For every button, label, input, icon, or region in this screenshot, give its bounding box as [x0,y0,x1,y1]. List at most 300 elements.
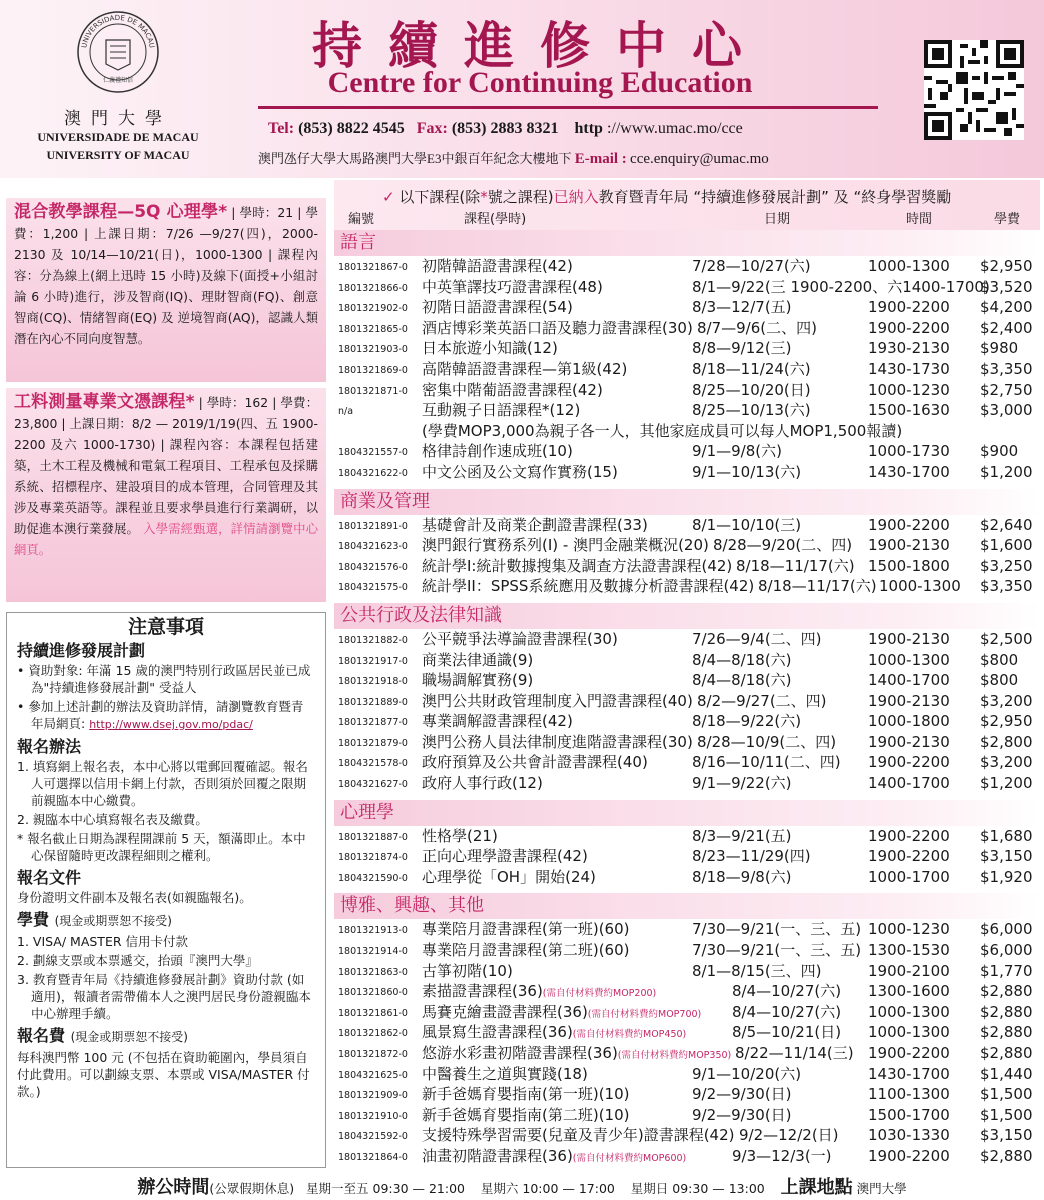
course-fee: $2,950 [980,712,1033,731]
course-fee: $2,640 [980,515,1033,534]
col-header-time: 時間 [906,212,933,227]
course-date: 8/18—9/22(六) [692,712,802,731]
fax-label: Fax: [416,120,448,137]
university-name-portuguese: UNIVERSIDADE DE MACAU [37,130,199,144]
course-time: 1900-2200 [868,515,950,534]
course-time: 1000-1300 [868,257,950,275]
course-date: 7/30—9/21(一、三、五) [692,920,862,939]
office-hours-label: 辦公時間 [137,1177,210,1198]
course-title-with-note [422,1146,686,1170]
course-date: 8/7—9/6(二、四) [697,318,817,337]
course-code: 1801321863-0 [338,966,408,978]
course-time: 1500-1630 [868,401,950,420]
tel-value: (853) 8822 4545 [298,120,405,137]
table-row [334,732,1040,753]
course-title: 素描證書課程(36) [422,982,543,1001]
table-row [334,421,1040,442]
table-row [334,1064,1040,1085]
course-time: 1000-1300 [879,577,961,596]
course-section [334,489,1040,597]
course-date: 8/1—8/15(三、四) [692,961,822,980]
list-item: 3. 教育暨青年局《持續進修發展計劃》資助付款 (如適用)，報讀者需帶備本人之澳門居民身份證親臨本中心辦理手續。 [17,972,311,1021]
left-column [0,180,330,1170]
course-title: 政府人事行政(12) [422,774,543,793]
course-fee: $1,500 [980,1105,1033,1124]
course-time: 1900-2130 [868,536,950,555]
list-item: * 報名截止日期為課程開課前 5 天，額滿即止。本中心保留隨時更改課程細則之權利。 [17,831,306,863]
course-code: 1801321882-0 [338,634,408,646]
course-fee: $1,200 [980,774,1033,793]
course-time: 1900-2130 [868,691,950,710]
course-time: 1500-1700 [868,1105,950,1124]
section-title: 語言 [334,230,1040,256]
course-title: 悠游水彩畫初階證書課程(36) [422,1044,618,1062]
col-header-code: 編號 [348,212,375,227]
table-header [334,180,1040,230]
course-code: 1801321902-0 [338,303,408,315]
list-item: 1. VISA/ MASTER 信用卡付款 [17,934,189,949]
course-code: 1801321887-0 [338,831,408,843]
course-date: 8/28—10/9(二、四) [697,732,837,751]
course-fee: $6,000 [980,920,1033,939]
course-time: 1030-1330 [868,1126,950,1145]
course-time: 1430-1700 [868,462,950,481]
course-fee: $3,350 [980,577,1033,596]
course-fee: $3,520 [980,277,1033,296]
table-row [334,773,1040,794]
course-fee: $1,770 [980,961,1033,980]
course-title: 職場調解實務(9) [422,671,534,690]
course-code: 1801321891-0 [338,520,408,532]
course-title: 格律詩創作速成班(10) [422,442,573,461]
promo-box-psychology [6,198,326,382]
table-row [334,846,1040,867]
course-date: 8/8—9/12(三) [692,339,792,358]
course-code: 1801321869-0 [338,364,408,376]
table-row [334,462,1040,483]
course-code: 1801321909-0 [338,1090,408,1102]
course-fee: $1,200 [980,462,1033,481]
course-fee: $2,500 [980,629,1033,648]
course-fee: $1,600 [980,536,1033,555]
course-code: 1804321623-0 [338,541,408,553]
course-code: 1801321866-0 [338,282,408,294]
course-code: 1801321867-0 [338,262,408,273]
scheme-heading: 持續進修發展計劃 [17,641,146,660]
table-row [334,981,1040,1002]
course-title: 新手爸媽育嬰指南(第一班)(10) [422,1085,630,1104]
table-row [334,919,1040,940]
university-name-chinese: 澳門大學 [64,109,172,129]
weekday-hours: 星期一至五 09:30 — 21:00 [306,1181,465,1196]
course-date: 8/4—8/18(六) [692,671,792,690]
course-time: 1900-2130 [868,732,950,751]
course-date: 8/3—9/21(五) [692,826,792,845]
course-title: 澳門公共財政管理制度入門證書課程(40) [422,691,693,710]
venue-label: 上課地點 [780,1177,853,1198]
course-title: 統計學I:統計數據搜集及調查方法證書課程(42) [422,556,733,575]
course-date: 9/1—10/13(六) [692,462,802,481]
scheme-announcement: ✓ 以下課程(除*號之課程)已納入教育暨青年局 “持續進修發展計劃” 及 “終身學習獎勵 [382,188,952,206]
course-section [334,800,1040,888]
notice-title: 注意事項 [127,616,204,638]
course-time: 1500-1800 [868,556,950,575]
course-title: 中英筆譯技巧證書課程(48) [422,277,603,296]
table-row [334,1146,1040,1167]
course-fee: $980 [980,339,1019,358]
course-code: 1801321860-0 [338,987,408,999]
course-code: 1801321913-0 [338,925,408,937]
table-row [334,256,1040,277]
course-title: 日本旅遊小知識(12) [422,339,558,358]
course-code: 1804321625-0 [338,1069,408,1081]
course-fee: $1,440 [980,1064,1033,1083]
course-date: 8/18—11/24(六) [692,359,811,378]
course-time: 1930-2130 [868,339,950,358]
promo-note: 入學需經甄選，詳情請瀏覽中心網頁。 [14,521,319,557]
course-code: 1804321576-0 [338,561,408,573]
course-time: 1000-1700 [868,867,950,886]
fax-value: (853) 2883 8321 [451,120,559,137]
course-time: 1900-2100 [868,961,950,980]
course-title: 性格學(21) [422,826,498,845]
course-date: 9/1—10/20(六) [692,1064,802,1083]
course-time: 1900-2200 [868,753,950,772]
table-row [334,1084,1040,1105]
course-fee: $2,880 [980,982,1033,1001]
course-fee: $2,880 [980,1146,1033,1165]
promo-title: 工料測量專業文憑課程* [14,392,195,412]
course-date: 8/23—11/29(四) [692,847,811,866]
course-date: 8/1—9/22(三 1900-2200、六1400-1700) [692,277,990,296]
svg-text:仁義禮知信: 仁義禮知信 [102,77,134,84]
course-date: 8/18—11/17(六) [736,556,855,575]
course-section [334,603,1040,794]
course-time: 1300-1530 [868,941,950,960]
course-fee: $4,200 [980,298,1033,317]
course-title: 支援特殊學習需要(兒童及青少年)證書課程(42) [422,1126,735,1145]
course-code: 1801321871-0 [338,385,408,397]
course-title: 風景寫生證書課程(36) [422,1023,573,1042]
university-name-english: UNIVERSITY OF MACAU [46,148,190,162]
check-icon: ✓ [382,188,395,206]
list-item: 1. 填寫網上報名表，本中心將以電郵回覆確認。報名人可選擇以信用卡網上付款，否則須於回覆之限期前親臨本中心繳費。 [17,759,308,808]
course-section [334,893,1040,1166]
course-time: 1000-1230 [868,920,950,939]
course-title: 密集中階葡語證書課程(42) [422,380,603,399]
header-banner [0,0,1044,178]
table-row [334,961,1040,982]
table-row [334,650,1040,671]
table-row [334,629,1040,650]
list-item: 2. 劃線支票或本票遞交，抬頭『澳門大學』 [17,953,258,968]
course-fee: $3,200 [980,753,1033,772]
course-code: 1804321578-0 [338,758,408,770]
course-time: 1300-1600 [868,982,950,1001]
table-row [334,400,1040,421]
course-time: 1000-1230 [868,380,950,399]
course-time: 1430-1700 [868,1064,950,1083]
table-row [334,691,1040,712]
course-fee: $2,880 [980,1044,1033,1062]
course-code: 1801321874-0 [338,852,408,864]
course-title: 酒店博彩業英語口語及聽力證書課程(30) [422,318,693,337]
section-title: 商業及管理 [334,489,1040,515]
course-date: 8/16—10/11(二、四) [692,753,841,772]
course-fee: $800 [980,671,1019,690]
table-row [334,338,1040,359]
table-row [334,752,1040,773]
course-title: 專業陪月證書課程(第一班)(60) [422,920,630,939]
course-title: 商業法律通識(9) [422,650,534,669]
course-date: 8/4—8/18(六) [692,650,792,669]
course-sections [334,230,1040,1173]
course-title: 高階韓語證書課程—第1級(42) [422,359,628,378]
course-date: 7/26—9/4(二、四) [692,629,822,648]
documents-text: 身份證明文件副本及報名表(如親臨報名)。 [17,890,252,905]
course-title: 統計學II：SPSS系統應用及數據分析證書課程(42) [422,577,755,596]
course-title: 中醫養生之道與實踐(18) [422,1064,588,1083]
table-row [334,441,1040,462]
course-title: 古箏初階(10) [422,961,513,980]
course-title: 心理學從「OH」開始(24) [422,867,596,886]
course-title: 馬賽克繪畫證書課程(36) [422,1002,588,1021]
course-fee: $2,950 [980,257,1033,275]
course-fee: $3,150 [980,1126,1033,1145]
course-title: 互動親子日語課程*(12) [422,401,581,420]
col-header-fee: 學費 [994,212,1021,227]
table-row [334,515,1040,536]
table-row [334,277,1040,298]
svg-text:UNIVERSIDADE DE MACAU: UNIVERSIDADE DE MACAU [80,13,156,49]
documents-heading: 報名文件 [17,868,82,887]
course-fee: $1,680 [980,826,1033,845]
promo-box-quantity-surveying [6,388,326,602]
course-code: 1804321557-0 [338,447,408,459]
course-code: 1801321910-0 [338,1110,408,1122]
course-time: 1100-1300 [868,1085,950,1104]
course-date: 9/3—12/3(一) [732,1146,832,1165]
course-title: 專業調解證書課程(42) [422,712,573,731]
material-fee-note: (需自付材料費約MOP200) [542,988,657,1000]
course-table [334,180,1040,1172]
table-row [334,826,1040,847]
course-date: 8/5—10/21(日) [732,1023,842,1042]
fee-list [17,933,315,1022]
course-time: 1000-1300 [868,1002,950,1021]
table-row [334,576,1040,597]
course-code: 1801321864-0 [338,1151,408,1163]
course-fee: $800 [980,650,1019,669]
table-row [334,297,1040,318]
table-row [334,1105,1040,1126]
course-code: 1804321592-0 [338,1131,408,1143]
course-time: 1900-2200 [868,826,950,845]
course-date: 9/2—9/30(日) [692,1085,792,1104]
col-header-date: 日期 [764,212,791,227]
course-code: 1804321627-0 [338,779,408,791]
course-fee: $2,750 [980,380,1033,399]
course-time: 1000-1300 [868,650,950,669]
course-time: 1900-2200 [868,298,950,317]
course-time: 1430-1730 [868,359,950,378]
course-fee: $3,250 [980,556,1033,575]
course-date: 9/2—12/2(日) [739,1126,839,1145]
footer [0,1176,1044,1200]
material-fee-note: (需自付材料費約MOP350) [617,1050,732,1061]
course-time: 1000-1300 [868,1023,950,1042]
http-label: http [574,120,603,137]
course-date: 8/1—10/10(三) [692,515,802,534]
course-fee: $3,000 [980,401,1033,420]
dsej-link[interactable]: http://www.dsej.gov.mo/pdac/ [89,718,253,731]
course-fee: $2,880 [980,1023,1033,1042]
course-fee: $2,800 [980,732,1033,751]
course-code: 1801321889-0 [338,696,408,708]
table-row [334,380,1040,401]
fee-heading: 學費 (現金或期票恕不接受) [17,910,172,929]
course-date: 8/22—11/14(三) [735,1044,854,1062]
material-fee-note: (需自付材料費約MOP600) [572,1152,687,1164]
material-fee-note: (需自付材料費約MOP450) [572,1029,687,1041]
course-title: 初階韓語證書課程(42) [422,257,573,275]
course-date: 8/18—11/17(六) [758,577,877,596]
promo-body: | 學時：21 | 學費：1,200 | 上課日期：7/26 —9/27(四)，2000-2130 及 10/14—10/21(日)，1000-1300 | 課程內容：分為線上(網上迅時 15 小時)及線下(面授+小組討論 6 小時)進行，涉及智商(IQ)、理財智商(FQ)、創意智商(CQ)、情緒智商(EQ) 及 逆境智商(AQ)，認識人類潛在內心不同向度智慧。 [14,205,318,346]
venue-value: 澳門大學 [856,1181,907,1196]
email-link[interactable]: cce.enquiry@umac.mo [630,151,769,167]
course-code: 1801321861-0 [338,1007,408,1019]
list-item: • 資助對象: 年滿 15 歲的澳門特別行政區居民並已成為"持續進修發展計劃" 受益人 [17,663,311,695]
course-title: 政府預算及公共會計證書課程(40) [422,753,648,772]
table-row [334,1125,1040,1146]
course-fee: $6,000 [980,941,1033,960]
course-time: 1000-1730 [868,442,950,461]
course-code: 1804321622-0 [338,467,408,479]
course-section [334,230,1040,483]
course-date: 7/28—10/27(六) [692,257,811,275]
course-title: 公平競爭法導論證書課程(30) [422,629,618,648]
course-code: 1801321917-0 [338,655,408,667]
course-fee: $1,500 [980,1085,1033,1104]
table-row [334,1043,1040,1064]
email-label: E-mail : [574,151,627,167]
course-time: 1900-2200 [868,318,950,337]
material-fee-note: (需自付材料費約MOP700) [587,1008,702,1020]
course-title: (學費MOP3,000為親子各一人，其他家庭成員可以每人MOP1,500報讀) [422,421,903,440]
course-code: 1804321590-0 [338,872,408,884]
university-seal-logo [76,10,160,94]
course-date: 8/4—10/27(六) [732,982,842,1001]
course-fee: $3,200 [980,691,1033,710]
course-date: 9/2—9/30(日) [692,1105,792,1124]
column-headers [334,208,1040,228]
saturday-hours: 星期六 10:00 — 17:00 [480,1181,615,1196]
course-time: 1900-2200 [868,1044,950,1062]
section-title: 公共行政及法律知識 [334,603,1040,629]
course-code: 1801321914-0 [338,946,408,958]
section-title: 心理學 [334,800,1040,826]
contact-line [268,120,888,138]
course-code: 1804321575-0 [338,582,408,594]
course-title: 初階日語證書課程(54) [422,298,573,317]
course-date: 9/1—9/8(六) [692,442,782,461]
course-code: 1801321918-0 [338,676,408,688]
course-time: 1400-1700 [868,774,950,793]
course-time: 1000-1800 [868,712,950,731]
course-date: 8/2—9/27(二、四) [697,691,827,710]
course-fee: $1,920 [980,867,1033,886]
course-code: 1801321862-0 [338,1028,408,1040]
course-date: 8/18—9/8(六) [692,867,792,886]
table-row [334,711,1040,732]
course-date: 8/25—10/13(六) [692,401,811,420]
list-item: 2. 親臨本中心填寫報名表及繳費。 [17,812,208,827]
course-fee: $2,400 [980,318,1033,337]
address-line [258,148,898,168]
course-time: 1900-2200 [868,847,950,866]
course-code: 1801321879-0 [338,737,408,749]
course-code: 1801321903-0 [338,344,408,356]
course-title: 澳門公務人員法律制度進階證書課程(30) [422,732,693,751]
course-code: n/a [338,406,354,418]
course-code: 1801321877-0 [338,717,408,729]
centre-title-chinese: 持續進修中心 [312,16,768,75]
registration-heading: 報名辦法 [17,737,82,756]
centre-title-english: Centre for Continuing Education [327,66,753,99]
course-date: 9/1—9/22(六) [692,774,792,793]
registration-fee-text: 每科澳門幣 100 元 (不包括在資助範圍內，學員須自付此費用。可以劃線支票、本票或 VISA/MASTER 付款。) [17,1050,310,1099]
table-row [334,1022,1040,1043]
table-row [334,670,1040,691]
course-date: 8/4—10/27(六) [732,1002,842,1021]
course-title: 正向心理學證書課程(42) [422,847,588,866]
course-time: 1900-2200 [868,1146,950,1165]
registration-list [17,758,315,864]
course-time: 1400-1700 [868,671,950,690]
course-date: 7/30—9/21(一、三、五) [692,941,862,960]
title-divider [258,106,878,109]
scheme-list [17,662,315,733]
promo-body: | 學時：162 | 學費：23,800 | 上課日期：8/2 — 2019/1/19(四、五 1900-2200 及六 1000-1730) | 課程內容：本課程包括建築，土木工程及機械和電氣工程項目、工程承包及採購系統、招標程序、建設項目的成本管理，合同管理及其涉及專業英語等。課程並且要求學員進行行業調研，以助促進本澳行業發展。 [14,395,318,536]
course-title: 澳門銀行實務系列(I) - 澳門金融業概況(20) [422,536,709,555]
course-date: 8/25—10/20(日) [692,380,811,399]
list-item: • 參加上述計劃的辦法及資助詳情，請瀏覽教育暨青年局網頁: http://www.dsej.gov.mo/pdac/ [17,699,304,731]
sunday-hours: 星期日 09:30 — 13:00 [630,1181,765,1196]
qr-code-icon [924,40,1024,140]
course-code: 1801321865-0 [338,323,408,335]
course-title: 基礎會計及商業企劃證書課程(33) [422,515,648,534]
course-title: 中文公函及公文寫作實務(15) [422,462,618,481]
registration-fee-heading: 報名費 (現金或期票恕不接受) [17,1026,188,1045]
section-title: 博雅、興趣、其他 [334,893,1040,919]
office-hours-note: (公眾假期休息) [209,1181,295,1196]
course-fee: $2,880 [980,1002,1033,1021]
table-row [334,318,1040,339]
website-link[interactable]: ://www.umac.mo/cce [606,120,743,137]
course-title: 專業陪月證書課程(第二班)(60) [422,941,630,960]
course-fee: $900 [980,442,1019,461]
table-row [334,359,1040,380]
course-date: 8/28—9/20(二、四) [713,536,853,555]
table-row [334,1002,1040,1023]
notice-box [6,612,326,1168]
course-title: 油畫初階證書課程(36) [422,1146,573,1165]
table-row [334,535,1040,556]
promo-title: 混合教學課程—5Q 心理學* [14,202,228,222]
tel-label: Tel: [268,120,295,137]
table-row [334,867,1040,888]
table-row [334,940,1040,961]
